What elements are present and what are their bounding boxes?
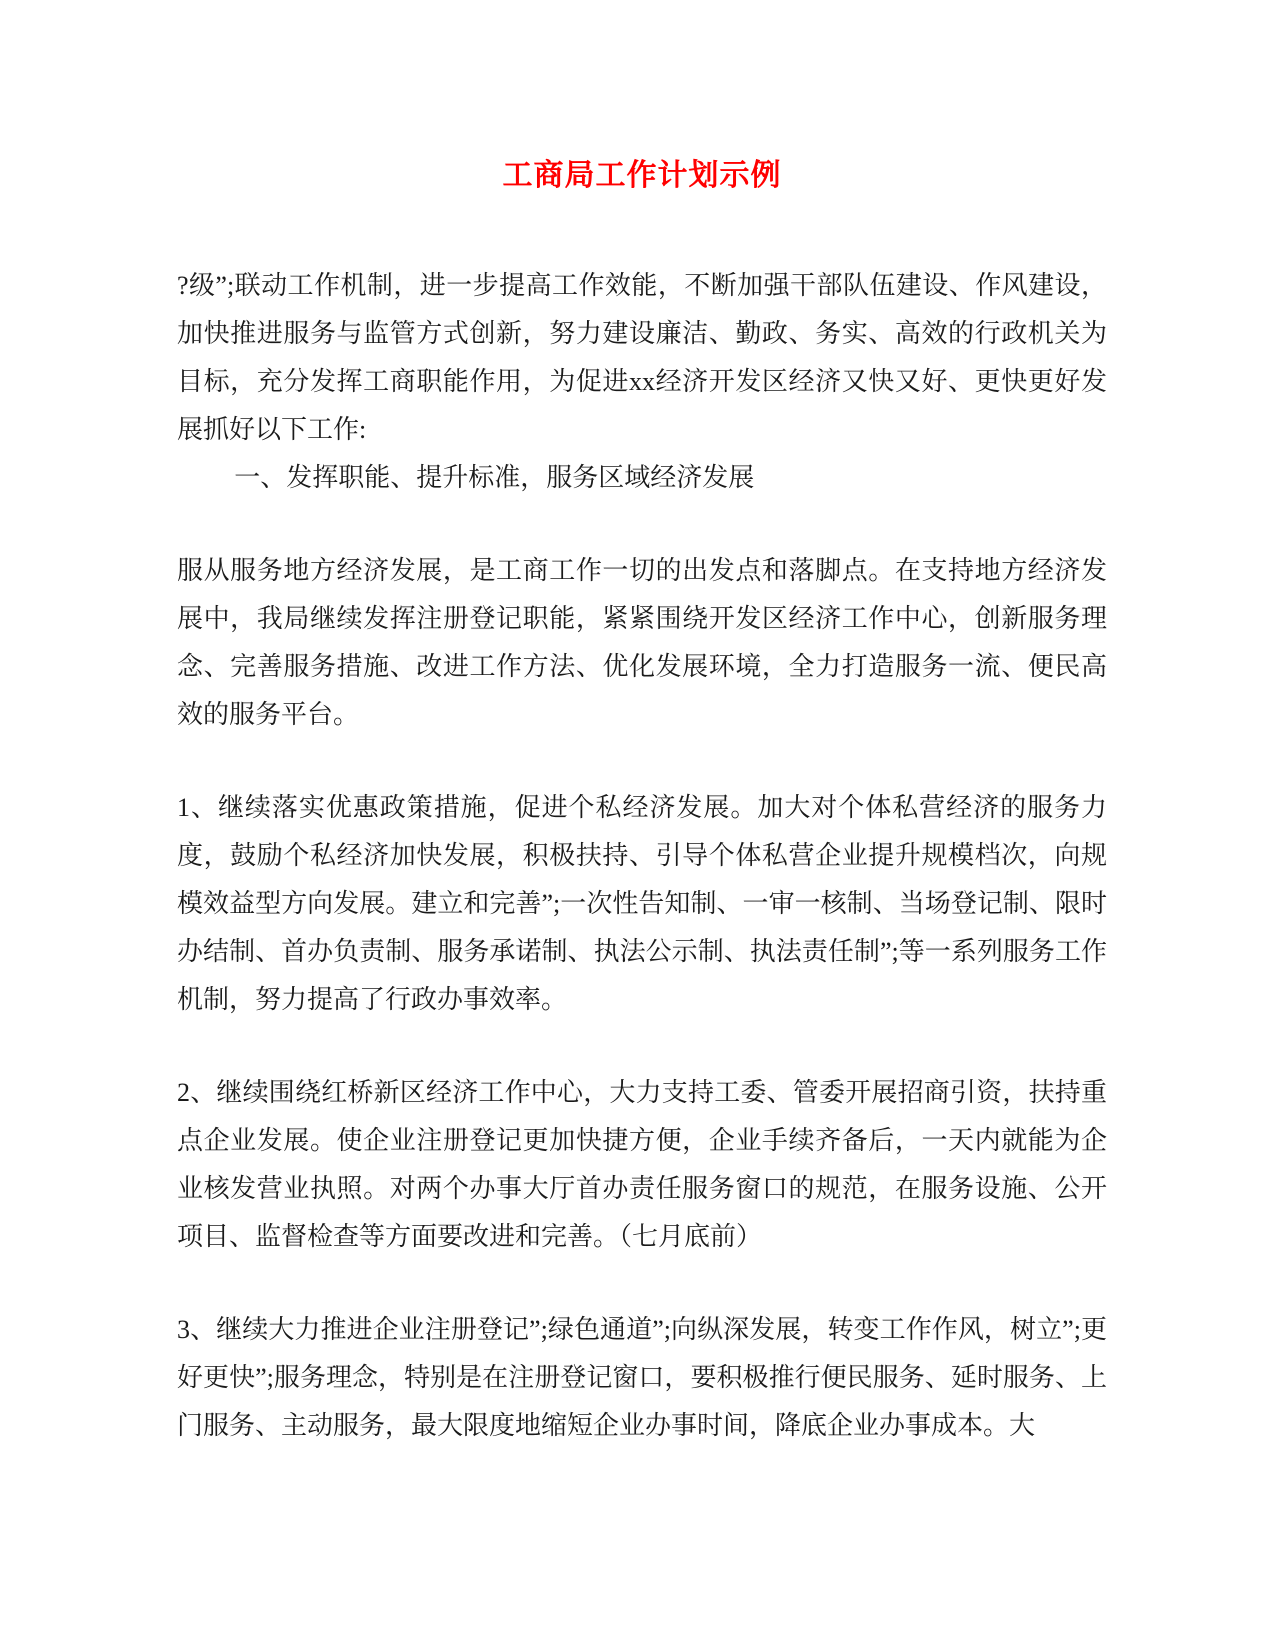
paragraph-section-heading-1: 一、发挥职能、提升标准，服务区域经济发展 [234, 463, 755, 492]
paragraph-intro: ?级”;联动工作机制，进一步提高工作效能，不断加强干部队伍建设、作风建设，加快推进服务与监管方式创新，努力建设廉洁、勤政、务实、高效的行政机关为目标，充分发挥工商职能作用，为促进xx经济开发区经济又快又好、更快更好发展抓好以下工作: [177, 271, 1107, 444]
paragraph-item-2: 2、继续围绕红桥新区经济工作中心，大力支持工委、管委开展招商引资，扶持重点企业发展。使企业注册登记更加快捷方便，企业手续齐备后，一天内就能为企业核发营业执照。对两个办事大厅首办责任服务窗口的规范，在服务设施、公开项目、监督检查等方面要改进和完善。（七月底前） [177, 1078, 1107, 1251]
paragraph-item-1: 1、继续落实优惠政策措施，促进个私经济发展。加大对个体私营经济的服务力度，鼓励个私经济加快发展，积极扶持、引导个体私营企业提升规模档次，向规模效益型方向发展。建立和完善”;一次性告知制、一审一核制、当场登记制、限时办结制、首办负责制、服务承诺制、执法公示制、执法责任制”;等一系列服务工作机制，努力提高了行政办事效率。 [177, 793, 1107, 1014]
paragraph-service-overview: 服从服务地方经济发展，是工商工作一切的出发点和落脚点。在支持地方经济发展中，我局继续发挥注册登记职能，紧紧围绕开发区经济工作中心，创新服务理念、完善服务措施、改进工作方法、优化发展环境，全力打造服务一流、便民高效的服务平台。 [177, 556, 1107, 729]
paragraph-item-3: 3、继续大力推进企业注册登记”;绿色通道”;向纵深发展，转变工作作风，树立”;更好更快”;服务理念，特别是在注册登记窗口，要积极推行便民服务、延时服务、上门服务、主动服务，最大限度地缩短企业办事时间，降底企业办事成本。大 [177, 1315, 1107, 1440]
document-title: 工商局工作计划示例 [502, 159, 782, 192]
